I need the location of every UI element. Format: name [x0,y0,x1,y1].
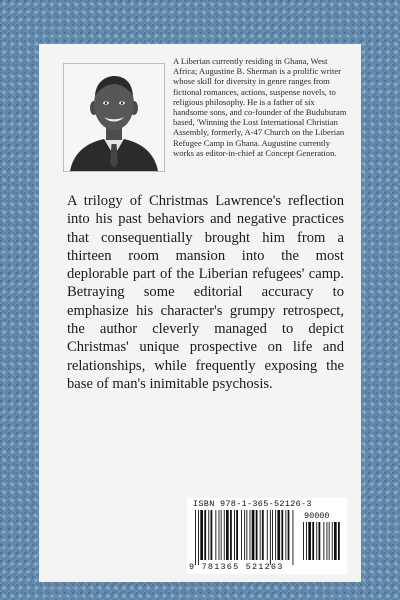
author-bio: A Liberian currently residing in Ghana, West Africa; Augustine B. Sherman is a prolific writer whose skill for diversity in genre ranges from fictional romances, actions, suspense novels, to religious philosophy. He is a father of six handsome sons, and co-founder of the Buduburam based, 'Winning the Lost International Christian Assembly, formerly, A-47 Church on the Liberian Refugee Camp in Ghana. Augustine currently works as editor-in-chief at Concept Generation. [173,56,347,158]
barcode-bar [200,510,203,560]
barcode-bar [327,522,328,560]
barcode-bar [260,510,261,560]
barcode-bar [277,510,280,560]
barcode-bar [332,522,333,560]
barcode-bar [267,510,268,560]
barcode-bar [211,510,213,560]
barcode-bar [319,522,321,560]
barcode-bar [221,510,222,560]
barcode-bar [303,522,304,560]
isbn-digits: 9 781365 521263 [189,562,284,572]
barcode-bar [293,510,294,565]
price-code: 90000 [304,511,330,521]
barcode-bar [236,510,238,560]
barcode-bar [306,522,307,560]
isbn-label: ISBN 978-1-365-52126-3 [193,499,312,509]
barcode-bar [215,510,216,560]
barcode-bar [285,510,286,560]
barcode-bar [226,510,229,560]
barcode-bar [204,510,206,560]
barcode-bar [256,510,258,560]
barcode-bar [308,522,311,560]
barcode-bar [338,522,340,560]
barcode-bar [323,522,324,560]
back-cover-panel [39,44,361,582]
barcode-bar [288,510,290,560]
barcode-bar [252,510,255,560]
author-photo [63,63,165,172]
barcode-bar [316,522,317,560]
barcode-bar [262,510,264,560]
barcode-bar [246,510,247,560]
book-blurb: A trilogy of Christmas Lawrence's reflection into his past behaviors and negative practices that consequentially brought him from a thirteen room mansion into the most deplorable part of the Liberian refugees' camp. Betraying some editorial accuracy to emphasize his character's grumpy retrospect, the author cleverly managed to depict Christmas' unique prospective on life and relationships, while frequently exposing the base of man's inimitable psychosis. [67,193,344,392]
barcode-bar [312,522,314,560]
barcode-bar [198,510,199,565]
barcode-bar [244,510,245,560]
barcode-bar [208,510,209,560]
barcode-bar [234,510,235,560]
author-portrait-icon [64,64,164,171]
barcode-bar [281,510,283,560]
isbn-barcode [187,498,347,574]
barcode-bar [275,510,276,560]
barcode-bar [250,510,251,560]
barcode-bar [195,510,196,565]
barcode-bar [272,510,273,560]
barcode-bar [334,522,337,560]
barcode-bar [219,510,220,560]
barcode-bar [329,522,330,560]
barcode-bar [230,510,232,560]
barcode-bar [224,510,225,560]
barcode-bar [241,510,242,560]
barcode-bar [270,510,271,565]
